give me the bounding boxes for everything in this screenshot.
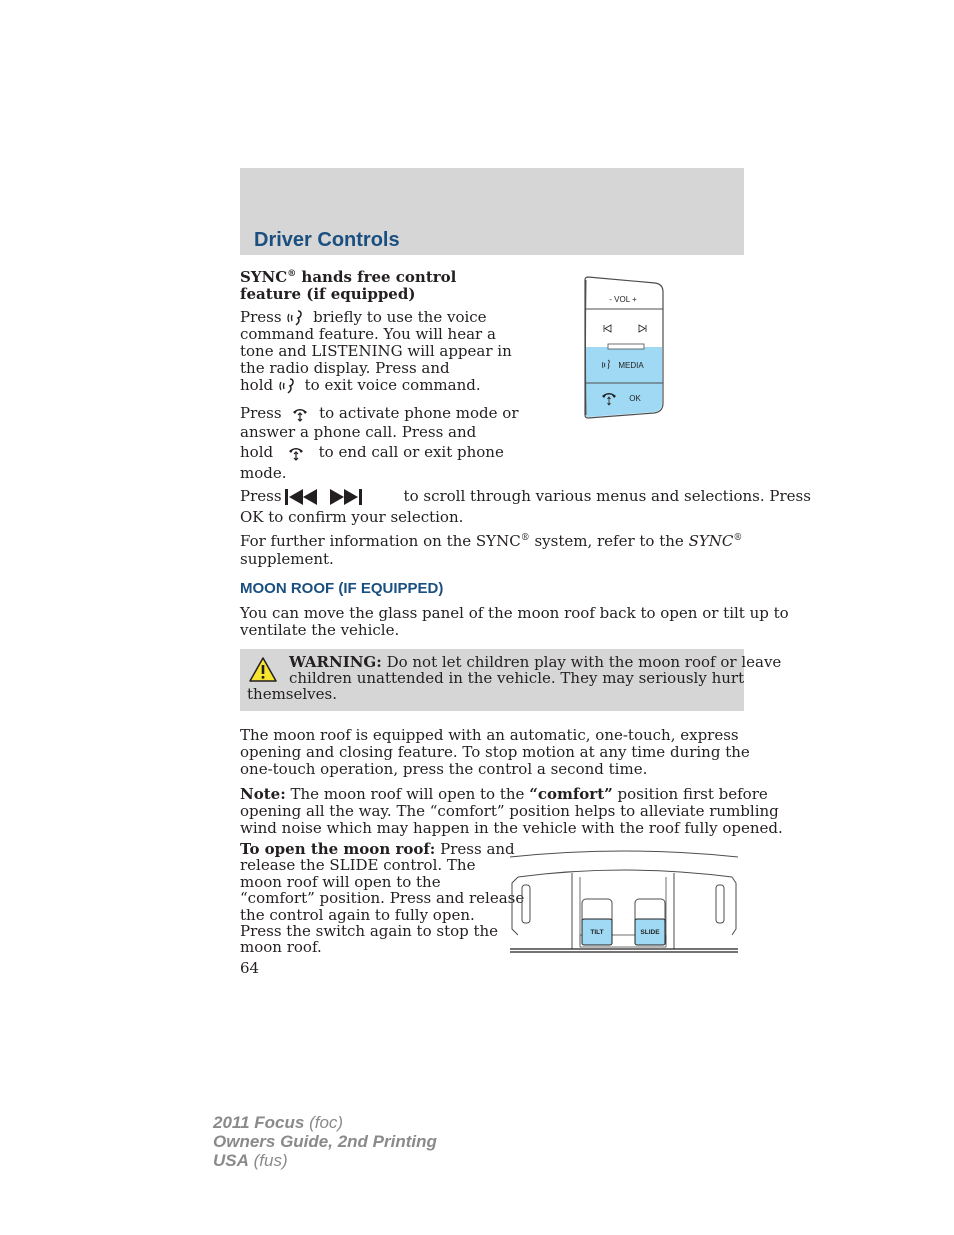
phone-icon (278, 444, 314, 462)
sync-voice-paragraph (240, 309, 512, 394)
p4-sync-italic: SYNC (688, 532, 734, 550)
p1-brief: briefly to use the voice (313, 308, 487, 326)
open-line6: Press the switch again to stop the (240, 922, 499, 941)
auto-line1: The moon roof is equipped with an automatic, one-touch, express (240, 726, 739, 744)
warning-line2: children unattended in the vehicle. They may seriously hurt (289, 669, 745, 687)
overhead-console-illustration (508, 849, 740, 955)
steering-wheel-controls-illustration (583, 275, 668, 420)
p3-press: Press (240, 487, 282, 505)
auto-line3: one-touch operation, press the control a second time. (240, 760, 648, 778)
open-line4: “comfort” position. Press and release (240, 889, 525, 908)
page-title: Driver Controls (254, 229, 400, 251)
p1-hold: hold (240, 376, 274, 394)
tilt-label: TILT (590, 929, 604, 936)
media-label: MEDIA (618, 361, 644, 370)
registered-mark: ® (287, 269, 297, 279)
note-line3: wind noise which may happen in the vehicle with the roof fully opened. (240, 819, 783, 837)
note-text-b: position first before (617, 785, 768, 803)
sync-phone-paragraph (240, 404, 519, 482)
p1-line2: command feature. You will hear a (240, 325, 496, 343)
sync-heading (240, 269, 456, 303)
phone-icon (286, 405, 314, 423)
p2-activate: to activate phone mode or (319, 404, 519, 422)
p3-scroll: to scroll through various menus and selections. Press (403, 487, 811, 505)
document-footer (213, 1113, 437, 1170)
note-text-a: The moon roof will open to the (290, 785, 525, 803)
warning-line3: themselves. (247, 685, 337, 703)
moonroof-open-paragraph (240, 841, 524, 956)
voice-icon (278, 378, 300, 394)
p2-press: Press (240, 404, 282, 422)
ok-label: OK (629, 394, 641, 403)
seek-buttons-icon (284, 488, 376, 506)
registered-mark: ® (520, 533, 530, 543)
warning-text (247, 654, 781, 702)
p2-line2: answer a phone call. Press and (240, 423, 477, 441)
p4-text-b: system, refer to the (529, 532, 689, 550)
sync-heading-line2: feature (if equipped) (240, 285, 416, 303)
open-line7: moon roof. (240, 938, 322, 957)
moonroof-auto-paragraph (240, 727, 750, 778)
moonroof-note-paragraph (240, 786, 783, 837)
p4-line2: supplement. (240, 550, 334, 568)
moonroof-intro (240, 605, 789, 639)
footer-market-code: (fus) (248, 1151, 288, 1170)
p1-press: Press (240, 308, 282, 326)
page-number: 64 (240, 959, 260, 977)
p2-end: to end call or exit phone (318, 443, 504, 461)
footer-model-code: (foc) (304, 1113, 344, 1132)
footer-guide: Owners Guide, 2nd Printing (213, 1132, 437, 1151)
sync-reference-paragraph (240, 532, 742, 568)
footer-model: 2011 Focus (213, 1113, 305, 1132)
note-line2: opening all the way. The “comfort” position helps to alleviate rumbling (240, 802, 779, 820)
p3-line2: OK to confirm your selection. (240, 508, 464, 526)
open-text-a: Press and (440, 840, 515, 858)
p2-line4: mode. (240, 464, 287, 482)
warning-label: WARNING: (289, 653, 382, 671)
seek-back-icon (285, 489, 317, 505)
volume-label: - VOL + (609, 295, 637, 304)
sync-scroll-paragraph (240, 486, 811, 528)
voice-icon (286, 310, 308, 326)
registered-mark: ® (733, 533, 743, 543)
intro-line1: You can move the glass panel of the moon roof back to open or tilt up to (240, 604, 789, 622)
p4-text-a: For further information on the SYNC (240, 532, 521, 550)
intro-line2: ventilate the vehicle. (240, 621, 400, 639)
p2-hold: hold (240, 443, 274, 461)
seek-forward-icon (330, 489, 362, 505)
sync-heading-brand: SYNC (240, 268, 288, 286)
open-line2: release the SLIDE control. The (240, 856, 476, 875)
p1-line3: tone and LISTENING will appear in (240, 342, 512, 360)
moonroof-heading: MOON ROOF (IF EQUIPPED) (240, 580, 444, 597)
slide-label: SLIDE (640, 929, 660, 936)
p1-exit: to exit voice command. (304, 376, 481, 394)
open-line5: the control again to fully open. (240, 905, 475, 924)
warning-line1: Do not let children play with the moon roof or leave (386, 653, 782, 671)
note-label: Note: (240, 785, 286, 803)
note-comfort: “comfort” (529, 785, 613, 803)
highlight-region (586, 347, 662, 417)
sync-heading-text: hands free control (296, 268, 457, 286)
footer-market: USA (213, 1151, 249, 1170)
p1-line4: the radio display. Press and (240, 359, 450, 377)
open-label: To open the moon roof: (240, 840, 436, 858)
open-line3: moon roof will open to the (240, 872, 441, 891)
auto-line2: opening and closing feature. To stop motion at any time during the (240, 743, 750, 761)
